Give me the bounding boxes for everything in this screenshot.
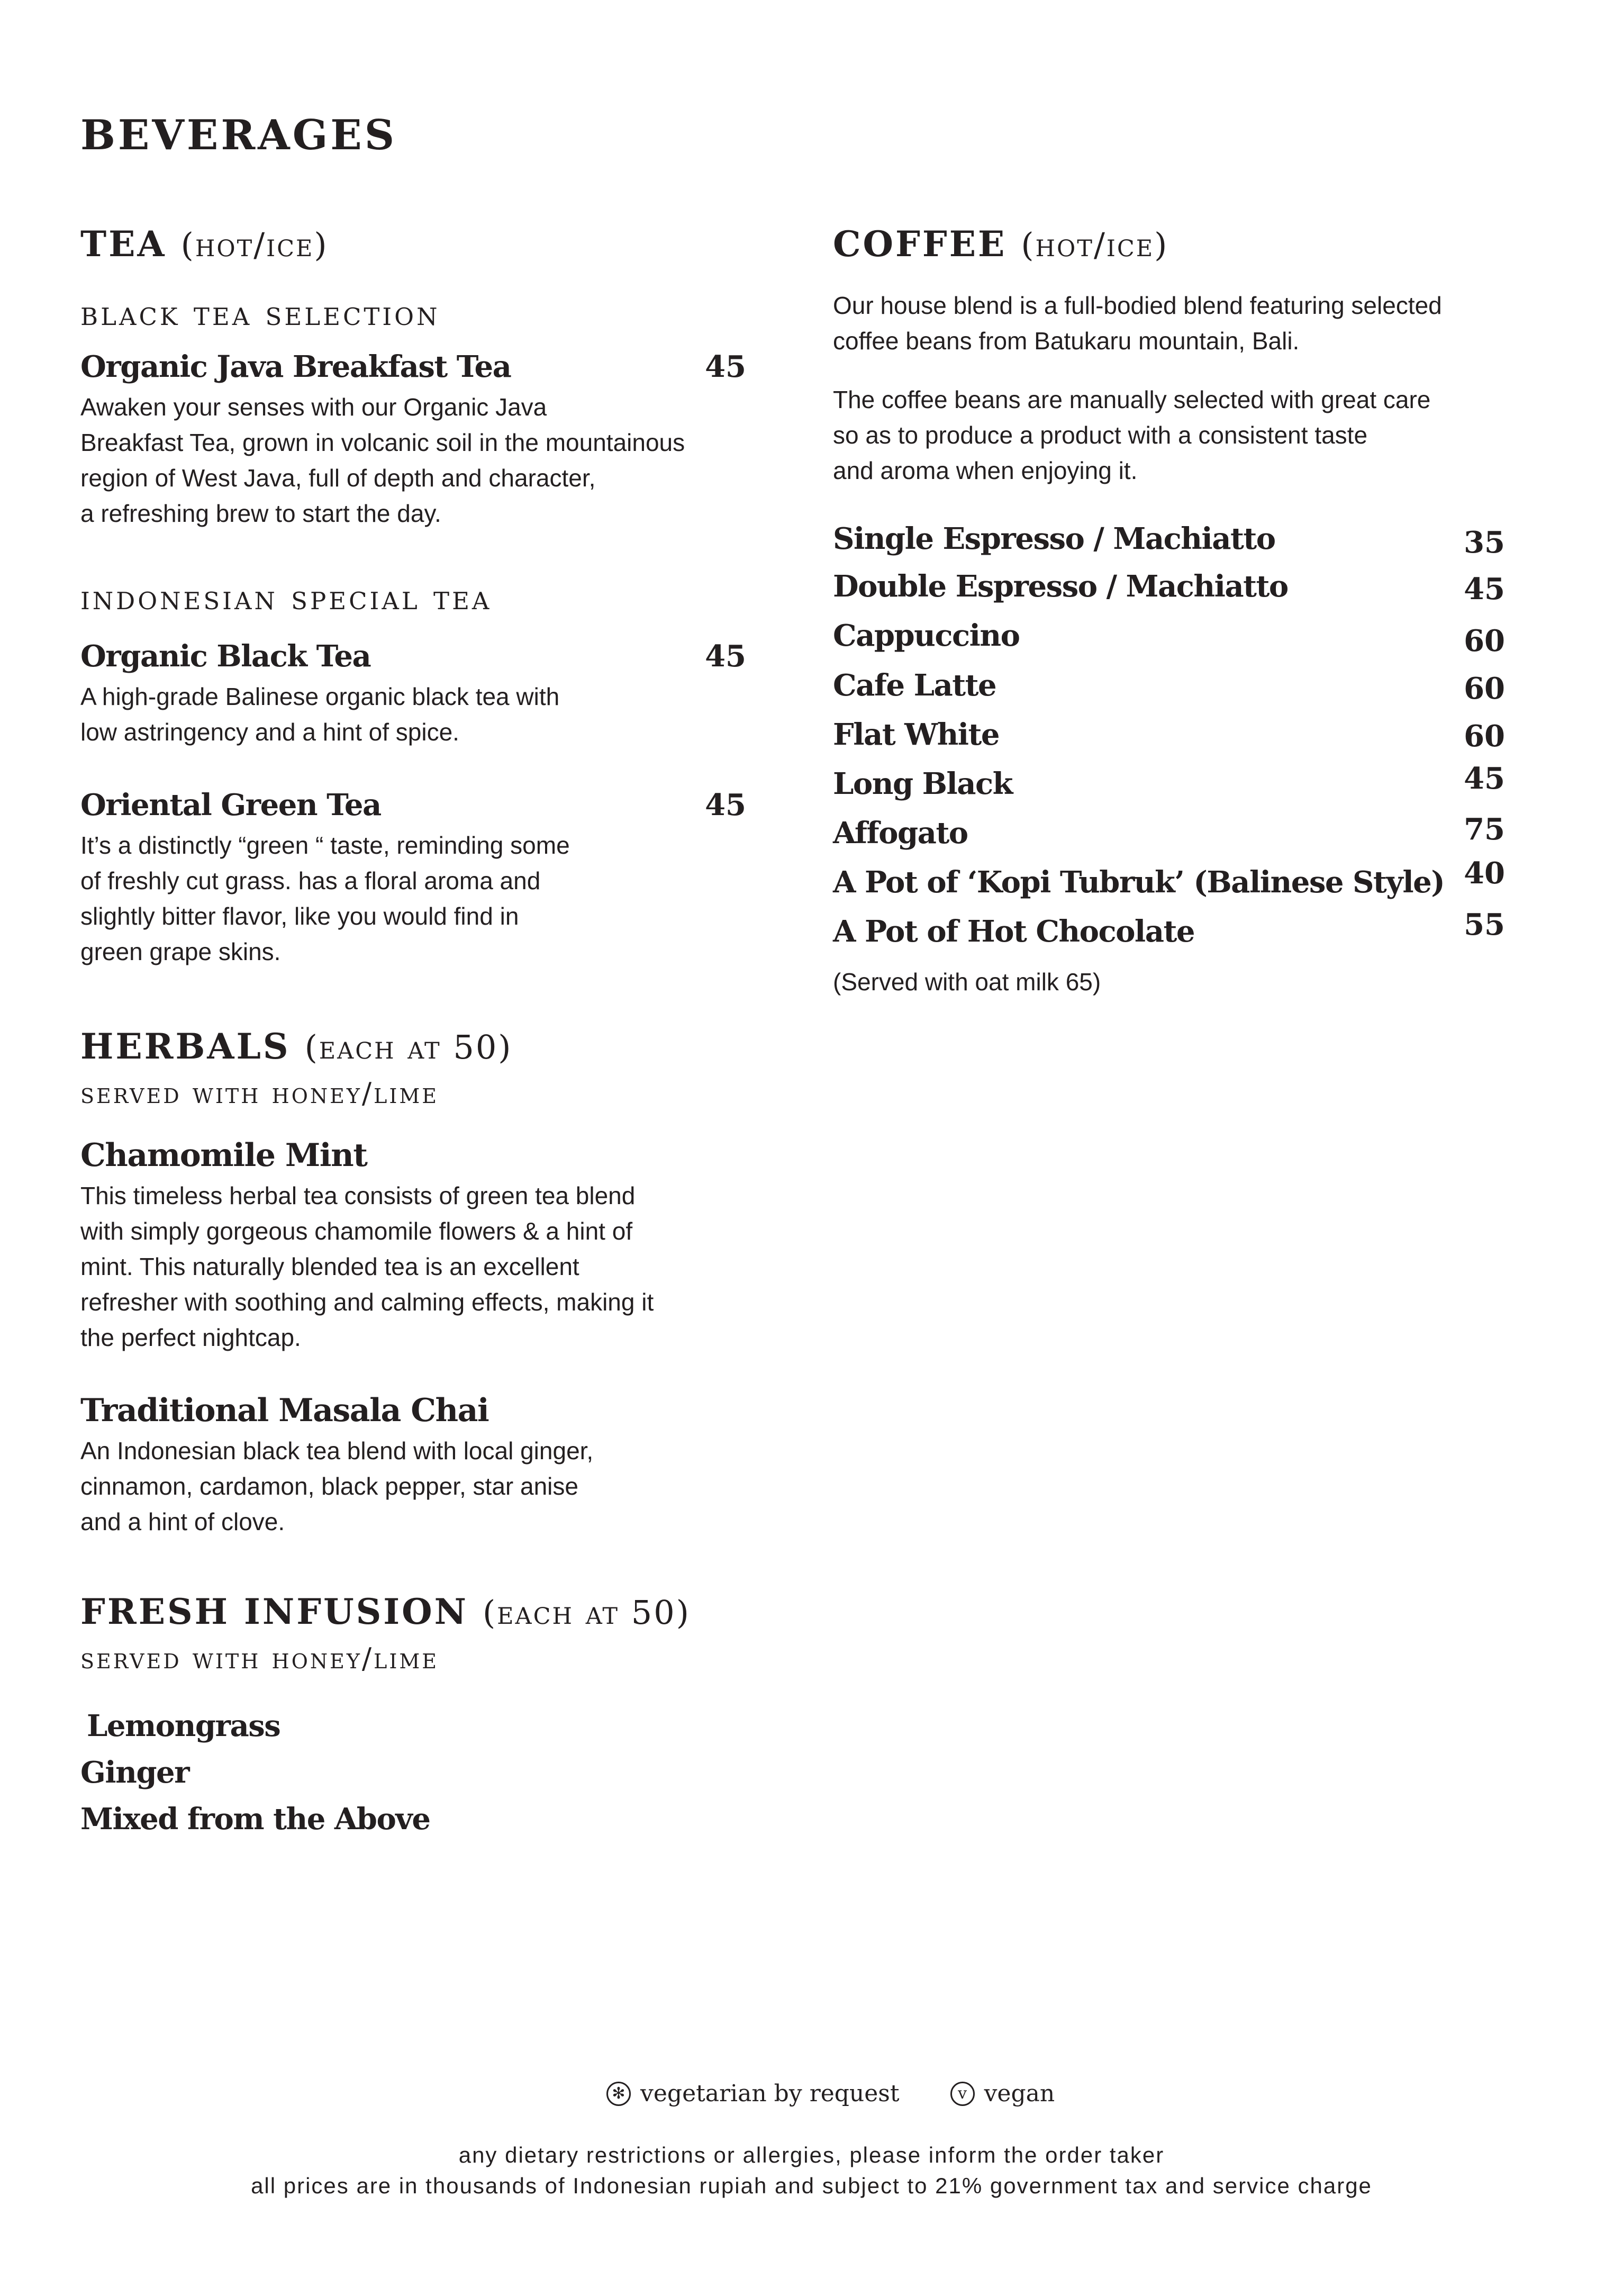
herbals-heading-note: (each at 50): [304, 1028, 513, 1066]
coffee-item-name: Cappuccino: [833, 618, 1020, 653]
herbals-section-heading: [80, 1026, 512, 1067]
coffee-item-price: 45: [1464, 572, 1505, 607]
menu-item-name: Mixed from the Above: [80, 1802, 430, 1837]
coffee-item-price: 55: [1464, 907, 1505, 942]
menu-item-name: Chamomile Mint: [80, 1137, 367, 1174]
black-tea-heading: black tea selection: [80, 294, 440, 333]
coffee-item-price: 35: [1464, 525, 1505, 560]
coffee-intro-detail: The coffee beans are manually selected with great care so as to produce a product with a consistent taste and aroma when enjoying it.: [833, 386, 1431, 484]
coffee-item-name: A Pot of Hot Chocolate: [833, 914, 1194, 949]
menu-item-name: Organic Black Tea: [80, 639, 371, 674]
menu-item-name: Oriental Green Tea: [80, 788, 381, 822]
menu-item-description: This timeless herbal tea consists of green tea blend with simply gorgeous chamomile flowers & a hint of mint. This naturally blended tea is an excellent refresher with soothing and calming effects, making it the perfect nightcap.: [80, 1182, 654, 1351]
fresh-infusion-heading-note: (each at 50): [482, 1593, 691, 1632]
herbals-served-note: served with honey/lime: [80, 1077, 439, 1110]
vegan-icon: v: [950, 2082, 975, 2106]
vegetarian-label: vegetarian by request: [640, 2080, 900, 2107]
coffee-item-price: 40: [1464, 856, 1505, 891]
coffee-item-name: A Pot of ‘Kopi Tubruk’ (Balinese Style): [833, 865, 1445, 900]
coffee-item-price: 60: [1464, 719, 1505, 754]
herbals-heading: HERBALS: [80, 1026, 291, 1067]
menu-item-description: It’s a distinctly “green “ taste, reminding some of freshly cut grass. has a floral aroma and slightly bitter flavor, like you would find in green grape skins.: [80, 831, 570, 965]
menu-item-description: A high-grade Balinese organic black tea with low astringency and a hint of spice.: [80, 683, 560, 746]
menu-item-name: Ginger: [80, 1755, 189, 1790]
fresh-infusion-served-note: served with honey/lime: [80, 1642, 439, 1675]
vegan-label: vegan: [984, 2080, 1055, 2107]
coffee-note: (Served with oat milk 65): [833, 968, 1101, 996]
tea-heading: TEA: [80, 223, 167, 265]
vegetarian-icon: ✻: [606, 2082, 631, 2106]
coffee-item-name: Long Black: [833, 766, 1012, 801]
menu-item-name: Traditional Masala Chai: [80, 1392, 489, 1429]
menu-item-price: 45: [705, 788, 746, 822]
coffee-item-price: 60: [1464, 671, 1505, 706]
menu-item-name: Organic Java Breakfast Tea: [80, 349, 511, 384]
coffee-item-price: 75: [1464, 812, 1505, 847]
fresh-infusion-section-heading: [80, 1591, 691, 1632]
coffee-item-price: 60: [1464, 623, 1505, 658]
coffee-item-name: Single Espresso / Machiatto: [833, 521, 1275, 556]
coffee-section-heading: [833, 223, 1168, 265]
tea-heading-note: (hot/ice): [180, 225, 329, 264]
tea-section-heading: [80, 223, 329, 265]
page-title: BEVERAGES: [80, 111, 397, 159]
coffee-intro: Our house blend is a full-bodied blend featuring selected coffee beans from Batukaru mountain, Bali.: [833, 292, 1442, 355]
menu-item-name: Lemongrass: [87, 1709, 280, 1743]
indonesian-tea-heading: indonesian special tea: [80, 578, 492, 618]
coffee-item-name: Flat White: [833, 717, 1000, 752]
menu-item-price: 45: [705, 639, 746, 674]
coffee-item-price: 45: [1464, 761, 1505, 796]
menu-item-description: An Indonesian black tea blend with local ginger, cinnamon, cardamon, black pepper, star anise and a hint of clove.: [80, 1437, 594, 1535]
menu-item-price: 45: [705, 349, 746, 384]
fresh-infusion-heading: FRESH INFUSION: [80, 1591, 468, 1632]
menu-item-description: Awaken your senses with our Organic Java Breakfast Tea, grown in volcanic soil in the mountainous region of West Java, full of depth and character, a refreshing brew to start the day.: [80, 393, 685, 527]
coffee-item-name: Double Espresso / Machiatto: [833, 569, 1288, 604]
dietary-legend: [606, 2080, 1055, 2107]
coffee-heading-note: (hot/ice): [1021, 225, 1169, 264]
coffee-heading: COFFEE: [833, 223, 1007, 265]
coffee-item-name: Affogato: [833, 816, 968, 851]
price-notice: all prices are in thousands of Indonesian rupiah and subject to 21% government tax and service charge: [251, 2173, 1372, 2198]
dietary-notice: any dietary restrictions or allergies, please inform the order taker: [458, 2143, 1165, 2167]
coffee-item-name: Cafe Latte: [833, 668, 996, 703]
